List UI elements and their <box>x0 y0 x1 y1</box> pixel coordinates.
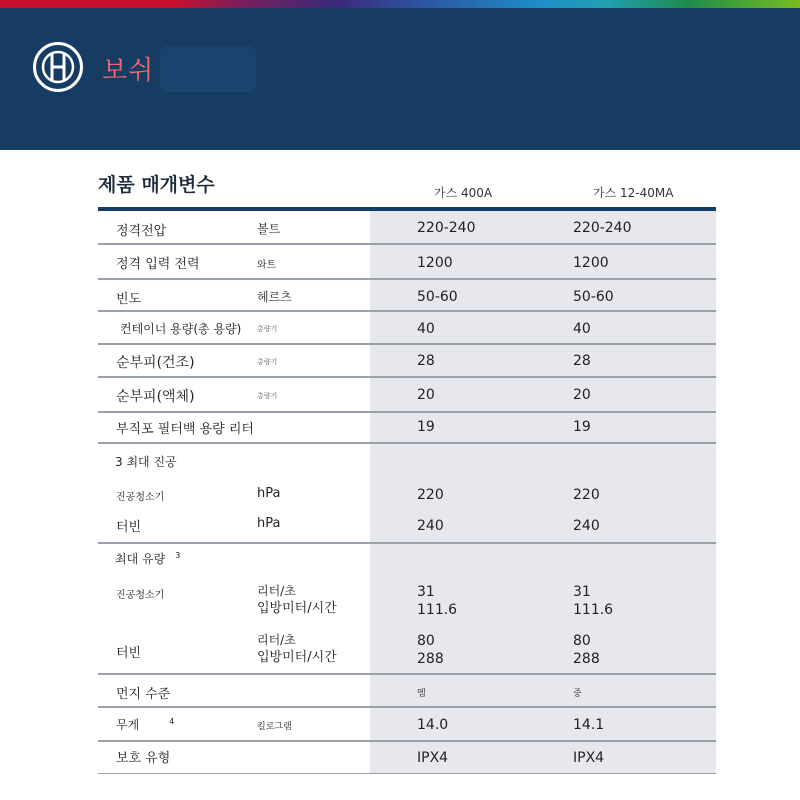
column-header-b: 가스 12-40MA <box>593 186 674 200</box>
table-bottom-rule <box>98 773 716 774</box>
value-b: 50-60 <box>573 289 614 305</box>
row-label: 보호 유형 <box>116 751 171 766</box>
table-row <box>98 345 716 376</box>
row-unit: 총량기 <box>257 392 278 400</box>
value-b: 14.1 <box>573 717 605 733</box>
row-label: 터빈 <box>116 520 142 535</box>
value-a: 220 <box>417 487 444 503</box>
vacuum-group <box>98 444 716 542</box>
row-unit: 총량기 <box>257 325 278 333</box>
row-label: 정격 입력 전력 <box>116 257 200 272</box>
brand-color-stripe <box>0 0 800 8</box>
group-heading-text: 최대 유량 <box>115 552 166 566</box>
row-unit-1: 리터/초 <box>257 633 296 647</box>
row-unit: 킬로그램 <box>257 722 292 732</box>
table-row <box>98 708 716 740</box>
row-label: 빈도 <box>116 292 142 307</box>
value-a: IPX4 <box>417 750 449 766</box>
value-a: 엠 <box>417 689 426 699</box>
row-label: 순부피(건조) <box>116 355 195 371</box>
row-label: 진공청소기 <box>116 590 165 601</box>
flow-group <box>98 544 716 673</box>
table-row <box>98 742 716 773</box>
value-b: IPX4 <box>573 750 605 766</box>
row-label-text: 무게 <box>116 718 140 732</box>
value-a: 240 <box>417 518 444 534</box>
value-a: 28 <box>417 353 435 369</box>
value-a: 50-60 <box>417 289 458 305</box>
value-a: 14.0 <box>417 717 449 733</box>
value-b-2: 288 <box>573 651 600 667</box>
row-unit-2: 입방미터/시간 <box>257 650 337 665</box>
table-row <box>98 312 716 343</box>
value-b-1: 80 <box>573 633 591 649</box>
row-label: 순부피(액체) <box>116 389 195 405</box>
bosch-logo-icon <box>33 42 83 92</box>
value-b: 220-240 <box>573 220 632 236</box>
value-b-2: 111.6 <box>573 602 614 618</box>
value-b: 1200 <box>573 255 609 271</box>
row-unit: 총량기 <box>257 358 278 366</box>
banner-decoration <box>160 46 256 92</box>
row-label <box>116 716 174 733</box>
brand-name: 보쉬 <box>102 56 155 86</box>
row-unit: 볼트 <box>257 222 281 236</box>
header-banner <box>0 8 800 150</box>
group-heading: 3 최대 진공 <box>115 455 177 469</box>
value-a: 1200 <box>417 255 453 271</box>
table-row <box>98 211 716 243</box>
footnote-marker: 3 <box>175 551 181 560</box>
value-b: 중 <box>573 689 582 699</box>
value-a: 20 <box>417 387 435 403</box>
table-row <box>98 413 716 442</box>
value-b: 40 <box>573 321 591 337</box>
row-label: 부직포 필터백 용량 리터 <box>116 422 254 437</box>
value-a-2: 288 <box>417 651 444 667</box>
footnote-marker: 4 <box>169 717 175 726</box>
value-a-2: 111.6 <box>417 602 458 618</box>
table-row <box>98 675 716 706</box>
value-b: 240 <box>573 518 600 534</box>
table-row <box>98 280 716 310</box>
value-b-1: 31 <box>573 584 591 600</box>
column-header-a: 가스 400A <box>434 186 493 200</box>
row-label: 진공청소기 <box>116 492 165 503</box>
row-label: 먼지 수준 <box>116 687 171 702</box>
row-label: 컨테이너 용량(총 용량) <box>120 322 242 336</box>
row-unit: 헤르츠 <box>257 290 292 304</box>
value-a: 40 <box>417 321 435 337</box>
value-a-1: 31 <box>417 584 435 600</box>
group-heading <box>115 550 180 567</box>
page-title: 제품 매개변수 <box>98 174 215 196</box>
row-unit: hPa <box>257 486 281 501</box>
value-b: 20 <box>573 387 591 403</box>
value-b: 220 <box>573 487 600 503</box>
value-b: 28 <box>573 353 591 369</box>
value-a-1: 80 <box>417 633 435 649</box>
row-label: 정격전압 <box>116 224 167 239</box>
row-unit: 와트 <box>257 260 277 271</box>
row-unit-2: 입방미터/시간 <box>257 601 337 616</box>
table-row <box>98 378 716 411</box>
row-label: 터빈 <box>116 646 142 661</box>
value-a: 220-240 <box>417 220 476 236</box>
table-row <box>98 245 716 278</box>
row-unit-1: 리터/초 <box>257 584 296 598</box>
row-unit: hPa <box>257 516 281 531</box>
value-a: 19 <box>417 419 435 435</box>
value-b: 19 <box>573 419 591 435</box>
